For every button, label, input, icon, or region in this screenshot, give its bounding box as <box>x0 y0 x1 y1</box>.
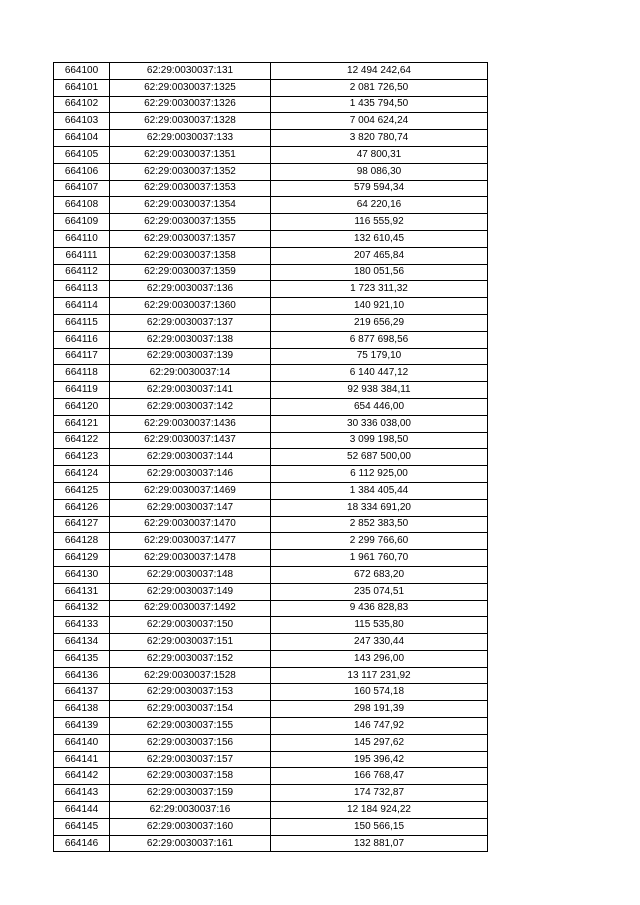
cadastral-value-cell: 30 336 038,00 <box>271 415 488 432</box>
cadastral-value-cell: 140 921,10 <box>271 298 488 315</box>
cadastral-value-cell: 166 768,47 <box>271 768 488 785</box>
cadastral-value-cell: 92 938 384,11 <box>271 382 488 399</box>
table-row <box>54 281 488 298</box>
cadastral-number-cell: 62:29:0030037:153 <box>110 684 271 701</box>
row-number-cell: 664117 <box>54 348 110 365</box>
row-number-cell: 664113 <box>54 281 110 298</box>
cadastral-value-cell: 75 179,10 <box>271 348 488 365</box>
table-row <box>54 650 488 667</box>
cadastral-number-cell: 62:29:0030037:139 <box>110 348 271 365</box>
cadastral-value-cell: 1 435 794,50 <box>271 96 488 113</box>
table-row <box>54 701 488 718</box>
row-number-cell: 664133 <box>54 617 110 634</box>
cadastral-number-cell: 62:29:0030037:1328 <box>110 113 271 130</box>
cadastral-number-cell: 62:29:0030037:1470 <box>110 516 271 533</box>
table-row <box>54 415 488 432</box>
table-row <box>54 499 488 516</box>
row-number-cell: 664125 <box>54 482 110 499</box>
cadastral-value-cell: 1 723 311,32 <box>271 281 488 298</box>
cadastral-number-cell: 62:29:0030037:1326 <box>110 96 271 113</box>
cadastral-number-cell: 62:29:0030037:1354 <box>110 197 271 214</box>
cadastral-number-cell: 62:29:0030037:16 <box>110 802 271 819</box>
cadastral-value-cell: 207 465,84 <box>271 247 488 264</box>
cadastral-value-cell: 13 117 231,92 <box>271 667 488 684</box>
row-number-cell: 664109 <box>54 214 110 231</box>
row-number-cell: 664144 <box>54 802 110 819</box>
cadastral-value-cell: 6 112 925,00 <box>271 466 488 483</box>
cadastral-number-cell: 62:29:0030037:1359 <box>110 264 271 281</box>
cadastral-value-cell: 672 683,20 <box>271 566 488 583</box>
cadastral-value-cell: 2 852 383,50 <box>271 516 488 533</box>
cadastral-value-cell: 1 384 405,44 <box>271 482 488 499</box>
cadastral-number-cell: 62:29:0030037:147 <box>110 499 271 516</box>
table-row <box>54 79 488 96</box>
table-row <box>54 634 488 651</box>
cadastral-number-cell: 62:29:0030037:1360 <box>110 298 271 315</box>
cadastral-value-cell: 64 220,16 <box>271 197 488 214</box>
cadastral-value-cell: 247 330,44 <box>271 634 488 651</box>
table-row <box>54 382 488 399</box>
row-number-cell: 664105 <box>54 146 110 163</box>
row-number-cell: 664136 <box>54 667 110 684</box>
cadastral-value-cell: 18 334 691,20 <box>271 499 488 516</box>
table-row <box>54 96 488 113</box>
row-number-cell: 664101 <box>54 79 110 96</box>
cadastral-number-cell: 62:29:0030037:148 <box>110 566 271 583</box>
cadastral-number-cell: 62:29:0030037:1355 <box>110 214 271 231</box>
row-number-cell: 664114 <box>54 298 110 315</box>
cadastral-value-cell: 47 800,31 <box>271 146 488 163</box>
table-row <box>54 146 488 163</box>
table-row <box>54 398 488 415</box>
cadastral-number-cell: 62:29:0030037:144 <box>110 449 271 466</box>
cadastral-value-cell: 115 535,80 <box>271 617 488 634</box>
table-row <box>54 667 488 684</box>
cadastral-number-cell: 62:29:0030037:14 <box>110 365 271 382</box>
cadastral-value-cell: 6 877 698,56 <box>271 331 488 348</box>
cadastral-number-cell: 62:29:0030037:133 <box>110 130 271 147</box>
row-number-cell: 664106 <box>54 163 110 180</box>
table-row <box>54 751 488 768</box>
cadastral-number-cell: 62:29:0030037:149 <box>110 583 271 600</box>
cadastral-number-cell: 62:29:0030037:1436 <box>110 415 271 432</box>
table-row <box>54 230 488 247</box>
row-number-cell: 664108 <box>54 197 110 214</box>
cadastral-number-cell: 62:29:0030037:146 <box>110 466 271 483</box>
cadastral-value-table <box>53 62 488 852</box>
cadastral-number-cell: 62:29:0030037:137 <box>110 314 271 331</box>
cadastral-number-cell: 62:29:0030037:1477 <box>110 533 271 550</box>
cadastral-value-cell: 195 396,42 <box>271 751 488 768</box>
row-number-cell: 664118 <box>54 365 110 382</box>
table-row <box>54 583 488 600</box>
cadastral-number-cell: 62:29:0030037:1353 <box>110 180 271 197</box>
cadastral-value-cell: 219 656,29 <box>271 314 488 331</box>
row-number-cell: 664107 <box>54 180 110 197</box>
cadastral-number-cell: 62:29:0030037:150 <box>110 617 271 634</box>
row-number-cell: 664103 <box>54 113 110 130</box>
cadastral-number-cell: 62:29:0030037:142 <box>110 398 271 415</box>
cadastral-number-cell: 62:29:0030037:1352 <box>110 163 271 180</box>
row-number-cell: 664146 <box>54 835 110 852</box>
cadastral-number-cell: 62:29:0030037:160 <box>110 818 271 835</box>
cadastral-value-cell: 3 820 780,74 <box>271 130 488 147</box>
cadastral-value-cell: 298 191,39 <box>271 701 488 718</box>
row-number-cell: 664121 <box>54 415 110 432</box>
cadastral-value-cell: 146 747,92 <box>271 718 488 735</box>
row-number-cell: 664142 <box>54 768 110 785</box>
row-number-cell: 664130 <box>54 566 110 583</box>
table-row <box>54 818 488 835</box>
cadastral-value-cell: 2 081 726,50 <box>271 79 488 96</box>
cadastral-value-cell: 52 687 500,00 <box>271 449 488 466</box>
table-row <box>54 566 488 583</box>
cadastral-number-cell: 62:29:0030037:152 <box>110 650 271 667</box>
table-row <box>54 516 488 533</box>
row-number-cell: 664139 <box>54 718 110 735</box>
cadastral-number-cell: 62:29:0030037:1325 <box>110 79 271 96</box>
table-row <box>54 449 488 466</box>
cadastral-value-cell: 9 436 828,83 <box>271 600 488 617</box>
table-row <box>54 264 488 281</box>
row-number-cell: 664116 <box>54 331 110 348</box>
cadastral-value-cell: 143 296,00 <box>271 650 488 667</box>
cadastral-number-cell: 62:29:0030037:151 <box>110 634 271 651</box>
cadastral-number-cell: 62:29:0030037:158 <box>110 768 271 785</box>
cadastral-value-cell: 180 051,56 <box>271 264 488 281</box>
row-number-cell: 664145 <box>54 818 110 835</box>
table-row <box>54 298 488 315</box>
cadastral-value-cell: 235 074,51 <box>271 583 488 600</box>
cadastral-value-cell: 579 594,34 <box>271 180 488 197</box>
row-number-cell: 664100 <box>54 63 110 80</box>
cadastral-number-cell: 62:29:0030037:1478 <box>110 550 271 567</box>
row-number-cell: 664120 <box>54 398 110 415</box>
row-number-cell: 664111 <box>54 247 110 264</box>
row-number-cell: 664132 <box>54 600 110 617</box>
cadastral-number-cell: 62:29:0030037:157 <box>110 751 271 768</box>
cadastral-number-cell: 62:29:0030037:1437 <box>110 432 271 449</box>
cadastral-value-cell: 116 555,92 <box>271 214 488 231</box>
table-row <box>54 365 488 382</box>
cadastral-number-cell: 62:29:0030037:155 <box>110 718 271 735</box>
table-row <box>54 163 488 180</box>
row-number-cell: 664128 <box>54 533 110 550</box>
row-number-cell: 664110 <box>54 230 110 247</box>
cadastral-value-cell: 132 881,07 <box>271 835 488 852</box>
table-row <box>54 550 488 567</box>
table-row <box>54 348 488 365</box>
table-row <box>54 785 488 802</box>
row-number-cell: 664138 <box>54 701 110 718</box>
cadastral-number-cell: 62:29:0030037:141 <box>110 382 271 399</box>
row-number-cell: 664141 <box>54 751 110 768</box>
table-row <box>54 768 488 785</box>
table-row <box>54 197 488 214</box>
cadastral-value-cell: 1 961 760,70 <box>271 550 488 567</box>
row-number-cell: 664123 <box>54 449 110 466</box>
cadastral-value-cell: 150 566,15 <box>271 818 488 835</box>
row-number-cell: 664119 <box>54 382 110 399</box>
cadastral-number-cell: 62:29:0030037:1528 <box>110 667 271 684</box>
cadastral-number-cell: 62:29:0030037:1469 <box>110 482 271 499</box>
row-number-cell: 664140 <box>54 734 110 751</box>
table-row <box>54 113 488 130</box>
table-row <box>54 533 488 550</box>
row-number-cell: 664112 <box>54 264 110 281</box>
row-number-cell: 664135 <box>54 650 110 667</box>
cadastral-value-cell: 98 086,30 <box>271 163 488 180</box>
cadastral-value-cell: 2 299 766,60 <box>271 533 488 550</box>
cadastral-number-cell: 62:29:0030037:156 <box>110 734 271 751</box>
table-row <box>54 466 488 483</box>
row-number-cell: 664127 <box>54 516 110 533</box>
table-row <box>54 63 488 80</box>
table-row <box>54 482 488 499</box>
table-row <box>54 247 488 264</box>
row-number-cell: 664143 <box>54 785 110 802</box>
cadastral-number-cell: 62:29:0030037:131 <box>110 63 271 80</box>
cadastral-value-cell: 145 297,62 <box>271 734 488 751</box>
table-row <box>54 617 488 634</box>
cadastral-value-cell: 6 140 447,12 <box>271 365 488 382</box>
row-number-cell: 664122 <box>54 432 110 449</box>
table-row <box>54 684 488 701</box>
cadastral-number-cell: 62:29:0030037:1351 <box>110 146 271 163</box>
cadastral-value-cell: 12 184 924,22 <box>271 802 488 819</box>
table-body <box>54 63 488 852</box>
row-number-cell: 664137 <box>54 684 110 701</box>
table-row <box>54 718 488 735</box>
table-row <box>54 214 488 231</box>
cadastral-number-cell: 62:29:0030037:1492 <box>110 600 271 617</box>
cadastral-number-cell: 62:29:0030037:1358 <box>110 247 271 264</box>
cadastral-number-cell: 62:29:0030037:159 <box>110 785 271 802</box>
cadastral-number-cell: 62:29:0030037:138 <box>110 331 271 348</box>
table-row <box>54 331 488 348</box>
cadastral-value-cell: 174 732,87 <box>271 785 488 802</box>
cadastral-number-cell: 62:29:0030037:161 <box>110 835 271 852</box>
row-number-cell: 664126 <box>54 499 110 516</box>
cadastral-number-cell: 62:29:0030037:154 <box>110 701 271 718</box>
cadastral-number-cell: 62:29:0030037:1357 <box>110 230 271 247</box>
table-row <box>54 130 488 147</box>
row-number-cell: 664102 <box>54 96 110 113</box>
table-row <box>54 432 488 449</box>
cadastral-value-cell: 654 446,00 <box>271 398 488 415</box>
row-number-cell: 664131 <box>54 583 110 600</box>
cadastral-value-cell: 3 099 198,50 <box>271 432 488 449</box>
table-row <box>54 600 488 617</box>
table-row <box>54 314 488 331</box>
table-row <box>54 734 488 751</box>
cadastral-value-cell: 12 494 242,64 <box>271 63 488 80</box>
cadastral-value-cell: 160 574,18 <box>271 684 488 701</box>
table-row <box>54 802 488 819</box>
row-number-cell: 664134 <box>54 634 110 651</box>
row-number-cell: 664104 <box>54 130 110 147</box>
row-number-cell: 664115 <box>54 314 110 331</box>
cadastral-number-cell: 62:29:0030037:136 <box>110 281 271 298</box>
table-row <box>54 835 488 852</box>
cadastral-value-cell: 7 004 624,24 <box>271 113 488 130</box>
row-number-cell: 664129 <box>54 550 110 567</box>
cadastral-value-cell: 132 610,45 <box>271 230 488 247</box>
table-row <box>54 180 488 197</box>
row-number-cell: 664124 <box>54 466 110 483</box>
